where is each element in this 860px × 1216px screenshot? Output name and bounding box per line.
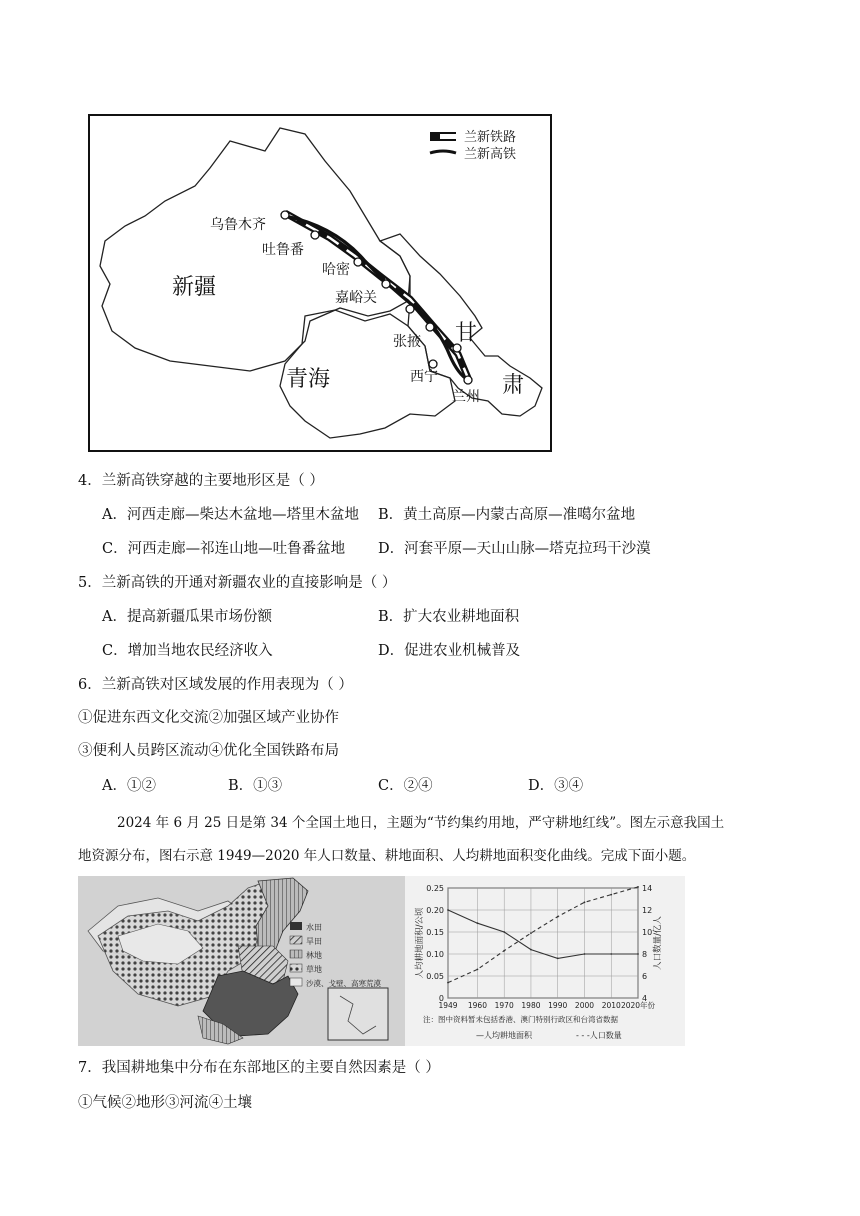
region-su: 肃	[502, 373, 525, 398]
q6-statements-1: ①促进东西文化交流②加强区域产业协作	[78, 710, 339, 726]
chart-xtick-label: 1990	[548, 1001, 568, 1010]
chart-xtick-label: 1980	[521, 1001, 541, 1010]
per-capita-farmland-point	[637, 953, 639, 955]
q6-statements-2: ③便利人员跨区流动④优化全国铁路布局	[78, 743, 339, 759]
map-legend-grassland: 草地	[306, 965, 322, 974]
intro-line-1: 2024 年 6 月 25 日是第 34 个全国土地日，主题为“节约集约用地，严守耕地红线”。图左示意我国土	[117, 815, 725, 831]
lanxin-railway-map	[88, 114, 552, 452]
q4-option-b[interactable]: B．黄土高原—内蒙古高原—准噶尔盆地	[378, 507, 636, 523]
q4-option-c[interactable]: C．河西走廊—祁连山地—吐鲁番盆地	[102, 541, 346, 557]
chart-ytick-right-label: 14	[642, 884, 653, 893]
city-urumqi: 乌鲁木齐	[210, 217, 266, 233]
chart-ytick-right-label: 8	[642, 950, 648, 959]
q5-stem: 5．兰新高铁的开通对新疆农业的直接影响是（ ）	[78, 575, 397, 591]
map-legend-paddy: 水田	[306, 923, 322, 932]
population-point	[637, 886, 639, 888]
q6-option-a[interactable]: A．①②	[102, 778, 156, 794]
q7-stem: 7．我国耕地集中分布在东部地区的主要自然因素是（ ）	[78, 1060, 440, 1076]
population-point	[530, 932, 532, 934]
chart-note: 注：图中资料暂未包括香港、澳门特别行政区和台湾省数据	[423, 1015, 618, 1024]
chart-ytick-left-label: 0.20	[426, 906, 444, 915]
legend-rail-label: 兰新铁路	[464, 130, 517, 145]
per-capita-farmland-point	[610, 953, 612, 955]
map-legend-forest: 林地	[306, 951, 322, 960]
per-capita-farmland-point	[447, 909, 449, 911]
chart-xtick-label: 2000	[574, 1001, 595, 1010]
population-point	[477, 969, 479, 971]
q5-option-b[interactable]: B．扩大农业耕地面积	[378, 609, 520, 625]
city-xining: 西宁	[410, 369, 438, 385]
chart-ytick-left-label: 0.15	[426, 928, 444, 937]
q5-option-c[interactable]: C．增加当地农民经济收入	[102, 643, 273, 659]
chart-legend-population: - - -人口数量	[576, 1031, 622, 1040]
chart-ytick-left-label: 0	[438, 994, 444, 1003]
q4-stem: 4．兰新高铁穿越的主要地形区是（ ）	[78, 473, 324, 489]
city-lanzhou: 兰州	[452, 389, 480, 405]
q6-option-c[interactable]: C．②④	[378, 778, 433, 794]
chart-ytick-right-label: 10	[642, 928, 653, 937]
city-hami: 哈密	[322, 262, 350, 278]
region-gan: 甘	[455, 321, 478, 346]
population-point	[557, 916, 559, 918]
xinjiang-region	[100, 128, 410, 371]
land-resource-figure	[78, 876, 685, 1046]
per-capita-farmland-point	[503, 931, 505, 933]
q6-option-b[interactable]: B．①③	[228, 778, 283, 794]
map-legend-desert: 沙漠、戈壁、高寒荒漠	[306, 979, 381, 988]
q6-option-d[interactable]: D．③④	[528, 778, 584, 794]
chart-xtick-label: 1970	[494, 1001, 514, 1010]
city-jiayuguan: 嘉峪关	[335, 290, 377, 306]
q5-option-d[interactable]: D．促进农业机械普及	[378, 643, 521, 659]
per-capita-farmland-point	[530, 949, 532, 951]
q4-option-a[interactable]: A．河西走廊—柴达木盆地—塔里木盆地	[102, 507, 359, 523]
q6-stem: 6．兰新高铁对区域发展的作用表现为（ ）	[78, 677, 353, 693]
per-capita-farmland-point	[557, 958, 559, 960]
chart-ylabel-left: 人均耕地面积/公顷	[415, 907, 425, 979]
q5-option-a[interactable]: A．提高新疆瓜果市场份额	[102, 609, 272, 625]
intro-line-2: 地资源分布，图右示意 1949—2020 年人口数量、耕地面积、人均耕地面积变化曲线。完成下面小题。	[78, 848, 696, 864]
chart-ytick-right-label: 6	[642, 972, 648, 981]
population-point	[584, 901, 586, 903]
population-point	[503, 950, 505, 952]
q7-statements: ①气候②地形③河流④土壤	[78, 1095, 252, 1111]
chart-ytick-right-label: 12	[642, 906, 653, 915]
chart-xtick-label: 2010	[601, 1001, 621, 1010]
city-zhangye: 张掖	[393, 334, 421, 350]
chart-xtick-label: 1960	[467, 1001, 487, 1010]
city-turpan: 吐鲁番	[262, 242, 304, 258]
chart-ylabel-right: 人口数量/亿人	[653, 916, 663, 970]
chart-ytick-left-label: 0.25	[426, 884, 444, 893]
q4-option-d[interactable]: D．河套平原—天山山脉—塔克拉玛干沙漠	[378, 541, 651, 557]
region-xinjiang: 新疆	[172, 275, 217, 300]
chart-legend-farmland: —人均耕地面积	[476, 1031, 532, 1040]
region-qinghai: 青海	[286, 367, 331, 392]
chart-ytick-right-label: 4	[642, 994, 648, 1003]
population-point	[610, 894, 612, 896]
chart-xtick-label: 1949	[438, 1001, 458, 1010]
population-point	[447, 982, 449, 984]
legend-hsr-label: 兰新高铁	[464, 147, 517, 162]
per-capita-farmland-point	[584, 953, 586, 955]
per-capita-farmland-point	[477, 922, 479, 924]
chart-ytick-left-label: 0.05	[426, 972, 444, 981]
map-legend-dryland: 旱田	[306, 937, 322, 946]
chart-xtick-label: 2020年份	[620, 1001, 656, 1010]
chart-ytick-left-label: 0.10	[426, 950, 444, 959]
